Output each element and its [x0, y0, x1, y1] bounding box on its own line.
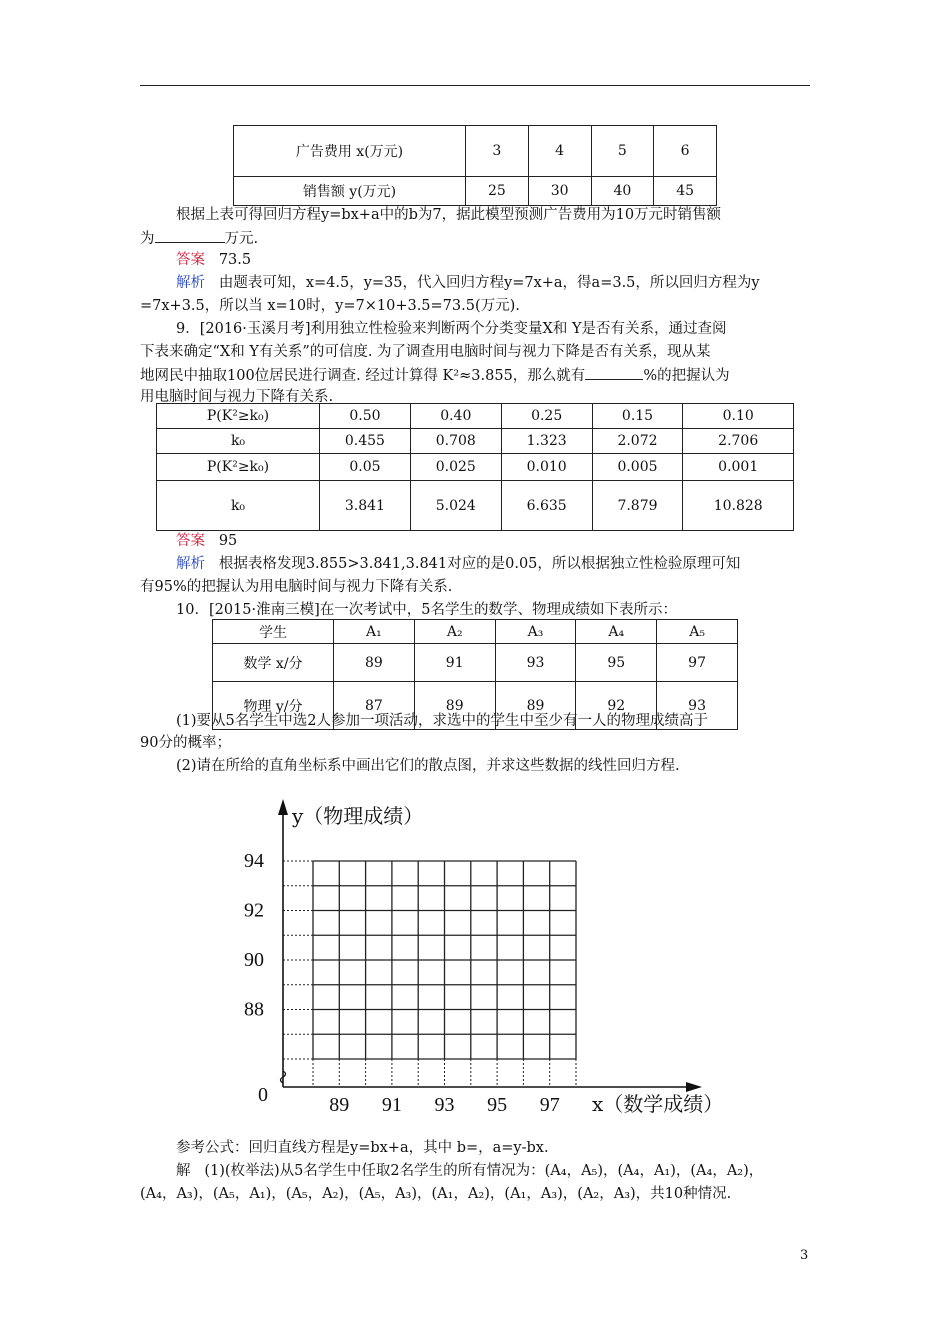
p-value: 0.05 — [320, 454, 411, 481]
p-value: 0.40 — [410, 404, 501, 429]
sales-value: 30 — [528, 177, 591, 206]
math-cell: 数学 x/分 — [213, 644, 334, 682]
physics-cell: 89 — [414, 682, 495, 730]
q9-text-line2: 下表来确定“X和 Y有关系”的可信度. 为了调查用电脑时间与视力下降是否有关系，现从某 — [140, 344, 711, 360]
answer-blank — [155, 228, 225, 243]
p-value: 0.025 — [410, 454, 501, 481]
q9-text-line3: 地网民中抽取100位居民进行调查. 经过计算得 K²≈3.855，那么就有 %的把握认为 — [140, 365, 730, 386]
solution-label: 解 — [176, 1163, 191, 1179]
x-tick-label: 89 — [329, 1094, 350, 1116]
q9-analysis-line1: 解析 根据表格发现3.855>3.841,3.841对应的是0.05，所以根据独立性检验原理可知 — [176, 556, 741, 572]
ad-cost-value: 3 — [466, 126, 529, 177]
q10-part1-line2: 90分的概率； — [140, 735, 231, 751]
physics-cell: 物理 y/分 — [213, 682, 334, 730]
y-tick-label: 88 — [244, 998, 264, 1021]
answer-label: 答案 — [176, 252, 205, 268]
row-label: P(K²≥k₀) — [157, 454, 320, 481]
q8-answer: 答案 73.5 — [176, 252, 252, 268]
header-cell: A₃ — [495, 620, 576, 644]
sales-value: 45 — [654, 177, 717, 206]
p-value: 0.50 — [320, 404, 411, 429]
row-label: k₀ — [157, 481, 320, 531]
analysis-label: 解析 — [176, 556, 205, 572]
grid — [283, 861, 576, 1087]
ad-cost-value: 4 — [528, 126, 591, 177]
answer-blank — [585, 365, 643, 380]
x-axis-arrow — [686, 1082, 702, 1092]
q9-text-line4: 用电脑时间与视力下降有关系. — [140, 389, 334, 405]
p-value: 0.005 — [592, 454, 683, 481]
x-tick-label: 97 — [539, 1094, 560, 1116]
k-value: 0.708 — [410, 429, 501, 454]
x-tick-label: 91 — [381, 1094, 402, 1116]
y-tick-label: 94 — [244, 850, 264, 872]
page-number: 3 — [800, 1248, 809, 1263]
y-axis-arrow — [278, 799, 288, 815]
q10-text-line1: 10．[2015·淮南三模]在一次考试中，5名学生的数学、物理成绩如下表所示： — [176, 602, 677, 618]
physics-cell: 89 — [495, 682, 576, 730]
physics-cell: 93 — [657, 682, 738, 730]
header-cell: A₄ — [576, 620, 657, 644]
y-axis-label: y（物理成绩） — [292, 804, 424, 828]
answer-label: 答案 — [176, 533, 205, 549]
q9-analysis-line2: 有95%的把握认为用电脑时间与视力下降有关系. — [140, 579, 453, 595]
row-label: P(K²≥k₀) — [157, 404, 320, 429]
solution-line1: 解 (1)(枚举法)从5名学生中任取2名学生的所有情况为：(A₄，A₅)，(A₄，A₁)，(A₄，A₂)， — [176, 1163, 764, 1179]
k-value: 2.706 — [683, 429, 794, 454]
k-value: 5.024 — [410, 481, 501, 531]
math-cell: 91 — [414, 644, 495, 682]
p-value: 0.15 — [592, 404, 683, 429]
y-tick-label: 90 — [244, 949, 264, 971]
y-tick-label: 92 — [244, 899, 264, 922]
p-value: 0.10 — [683, 404, 794, 429]
q8-analysis-line2: =7x+3.5，所以当 x=10时，y=7×10+3.5=73.5(万元). — [140, 298, 520, 314]
physics-cell: 92 — [576, 682, 657, 730]
k-value: 3.841 — [320, 481, 411, 531]
ad-cost-label: 广告费用 x(万元) — [234, 126, 466, 177]
sales-value: 40 — [591, 177, 654, 206]
q8-analysis-line1: 解析 由题表可知，x=4.5，y=35，代入回归方程y=7x+a，得a=3.5，所以回归方程为y — [176, 275, 760, 291]
physics-cell: 87 — [334, 682, 415, 730]
axes — [278, 799, 702, 1092]
analysis-label: 解析 — [176, 275, 205, 291]
q9-answer: 答案 95 — [176, 533, 238, 549]
k-value: 1.323 — [501, 429, 592, 454]
ad-cost-value: 6 — [654, 126, 717, 177]
scatter-grid-chart — [240, 795, 760, 1125]
p-value: 0.010 — [501, 454, 592, 481]
q9-text-line1: 9．[2016·玉溪月考]利用独立性检验来判断两个分类变量X和 Y是否有关系，通过查阅 — [176, 321, 727, 337]
k-value: 6.635 — [501, 481, 592, 531]
ad-sales-table — [233, 125, 717, 206]
k-value: 10.828 — [683, 481, 794, 531]
k-value: 0.455 — [320, 429, 411, 454]
k2-table — [156, 403, 794, 531]
k-value: 2.072 — [592, 429, 683, 454]
q10-part1-line1: (1)要从5名学生中选2人参加一项活动，求选中的学生中至少有一人的物理成绩高于 — [176, 713, 708, 729]
row-label: k₀ — [157, 429, 320, 454]
math-cell: 89 — [334, 644, 415, 682]
header-cell: A₁ — [334, 620, 415, 644]
header-cell: A₅ — [657, 620, 738, 644]
ad-cost-value: 5 — [591, 126, 654, 177]
q10-part2: (2)请在所给的直角坐标系中画出它们的散点图，并求这些数据的线性回归方程. — [176, 758, 680, 774]
q8-text-line2: 为 万元. — [140, 228, 258, 249]
p-value: 0.25 — [501, 404, 592, 429]
x-tick-label: 95 — [487, 1094, 508, 1116]
top-rule — [140, 85, 810, 86]
math-cell: 97 — [657, 644, 738, 682]
x-axis-label: x（数学成绩） — [592, 1092, 724, 1116]
x-tick-label: 93 — [434, 1094, 455, 1116]
sales-label: 销售额 y(万元) — [234, 177, 466, 206]
header-cell: A₂ — [414, 620, 495, 644]
p-value: 0.001 — [683, 454, 794, 481]
sales-value: 25 — [466, 177, 529, 206]
q8-text-line1: 根据上表可得回归方程y=bx+a中的b为7，据此模型预测广告费用为10万元时销售额 — [176, 207, 722, 223]
header-cell: 学生 — [213, 620, 334, 644]
math-cell: 93 — [495, 644, 576, 682]
math-cell: 95 — [576, 644, 657, 682]
k-value: 7.879 — [592, 481, 683, 531]
solution-line2: (A₄，A₃)，(A₅，A₁)，(A₅，A₂)，(A₅，A₃)，(A₁，A₂)，(A₁，A₃)，(A₂，A₃)，共10种情况. — [140, 1186, 732, 1202]
formula-line: 参考公式：回归直线方程是y=bx+a，其中 b=，a=y-bx. — [176, 1140, 549, 1156]
origin-label: 0 — [258, 1084, 268, 1106]
